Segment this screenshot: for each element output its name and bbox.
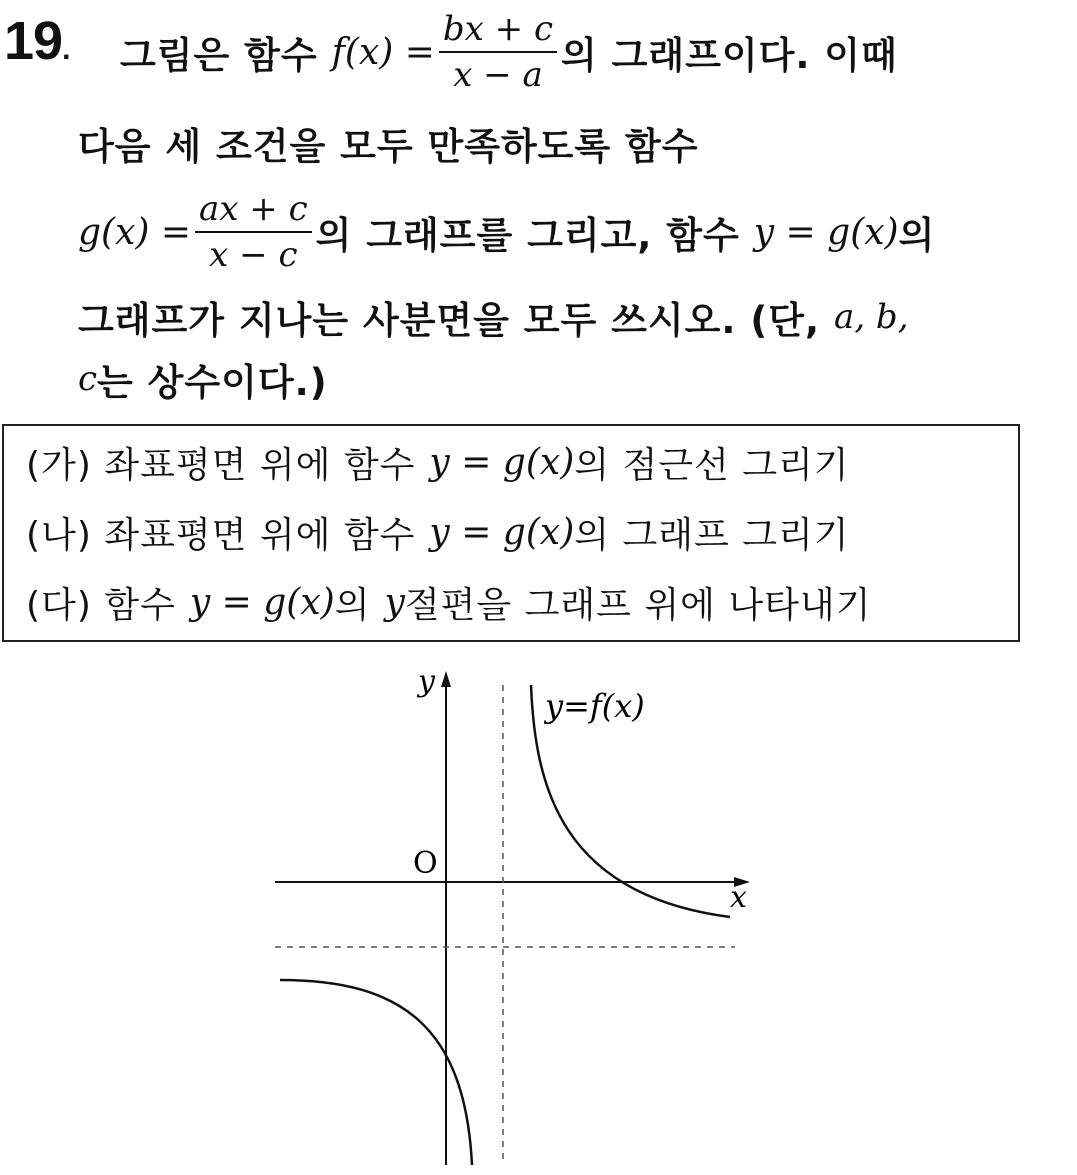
condition-c-rest: 절편을 그래프 위에 나타내기 <box>404 584 872 626</box>
function-f-name: f(x) = <box>331 31 435 73</box>
problem-text-4a: 그래프가 지나는 사분면을 모두 쓰시오. (단, <box>78 299 821 342</box>
problem-text-3d: 의 <box>898 214 936 257</box>
function-g-fraction <box>195 189 312 275</box>
origin-label: O <box>413 846 438 881</box>
problem-line-3 <box>78 182 935 282</box>
problem-line-5 <box>78 354 328 404</box>
problem-line-2 <box>78 118 699 168</box>
y-axis-arrow-icon <box>441 671 451 687</box>
problem-text-5: 는 상수이다.) <box>97 361 328 404</box>
constants-list: a, b, <box>834 297 909 337</box>
function-g-denominator: x − c <box>209 235 298 275</box>
condition-c-math2: y <box>384 581 405 623</box>
constant-c: c <box>78 359 98 399</box>
condition-a-math: y = g(x) <box>429 441 575 483</box>
x-axis-label: x <box>730 880 747 915</box>
problem-line-4 <box>78 292 909 342</box>
math-y-equals-g: y = g(x) <box>753 211 899 253</box>
function-f-numerator: bx + c <box>439 9 557 53</box>
condition-c <box>26 574 871 630</box>
condition-b <box>26 504 850 560</box>
condition-c-math: y = g(x) <box>189 581 335 623</box>
y-axis-label: y <box>418 664 435 699</box>
condition-b-rest: 의 그래프 그리기 <box>574 514 850 556</box>
condition-c-mid: 의 <box>334 584 371 626</box>
condition-a <box>26 434 850 490</box>
function-g-numerator: ax + c <box>195 189 312 233</box>
condition-a-rest: 의 점근선 그리기 <box>574 444 850 486</box>
problem-text-1a: 그림은 함수 <box>120 34 318 77</box>
curve-left-branch <box>280 980 472 1165</box>
function-f-denominator: x − a <box>453 55 543 95</box>
curve-label: y=f(x) <box>545 687 645 725</box>
condition-c-label: (다) 함수 <box>26 584 176 626</box>
problem-text-2: 다음 세 조건을 모두 만족하도록 함수 <box>78 125 699 168</box>
function-f-fraction <box>439 9 557 95</box>
problem-text-1b: 의 그래프이다. 이때 <box>561 34 898 77</box>
problem-line-1 <box>120 2 898 102</box>
function-graph <box>0 645 1077 1175</box>
condition-b-label: (나) 좌표평면 위에 함수 <box>26 514 416 556</box>
problem-number: 19. <box>4 11 70 71</box>
condition-a-label: (가) 좌표평면 위에 함수 <box>26 444 416 486</box>
function-g-name: g(x) = <box>78 211 192 253</box>
conditions-box <box>2 424 1020 642</box>
condition-b-math: y = g(x) <box>429 511 575 553</box>
problem-text-3b: 의 그래프를 그리고, 함수 <box>315 214 740 257</box>
